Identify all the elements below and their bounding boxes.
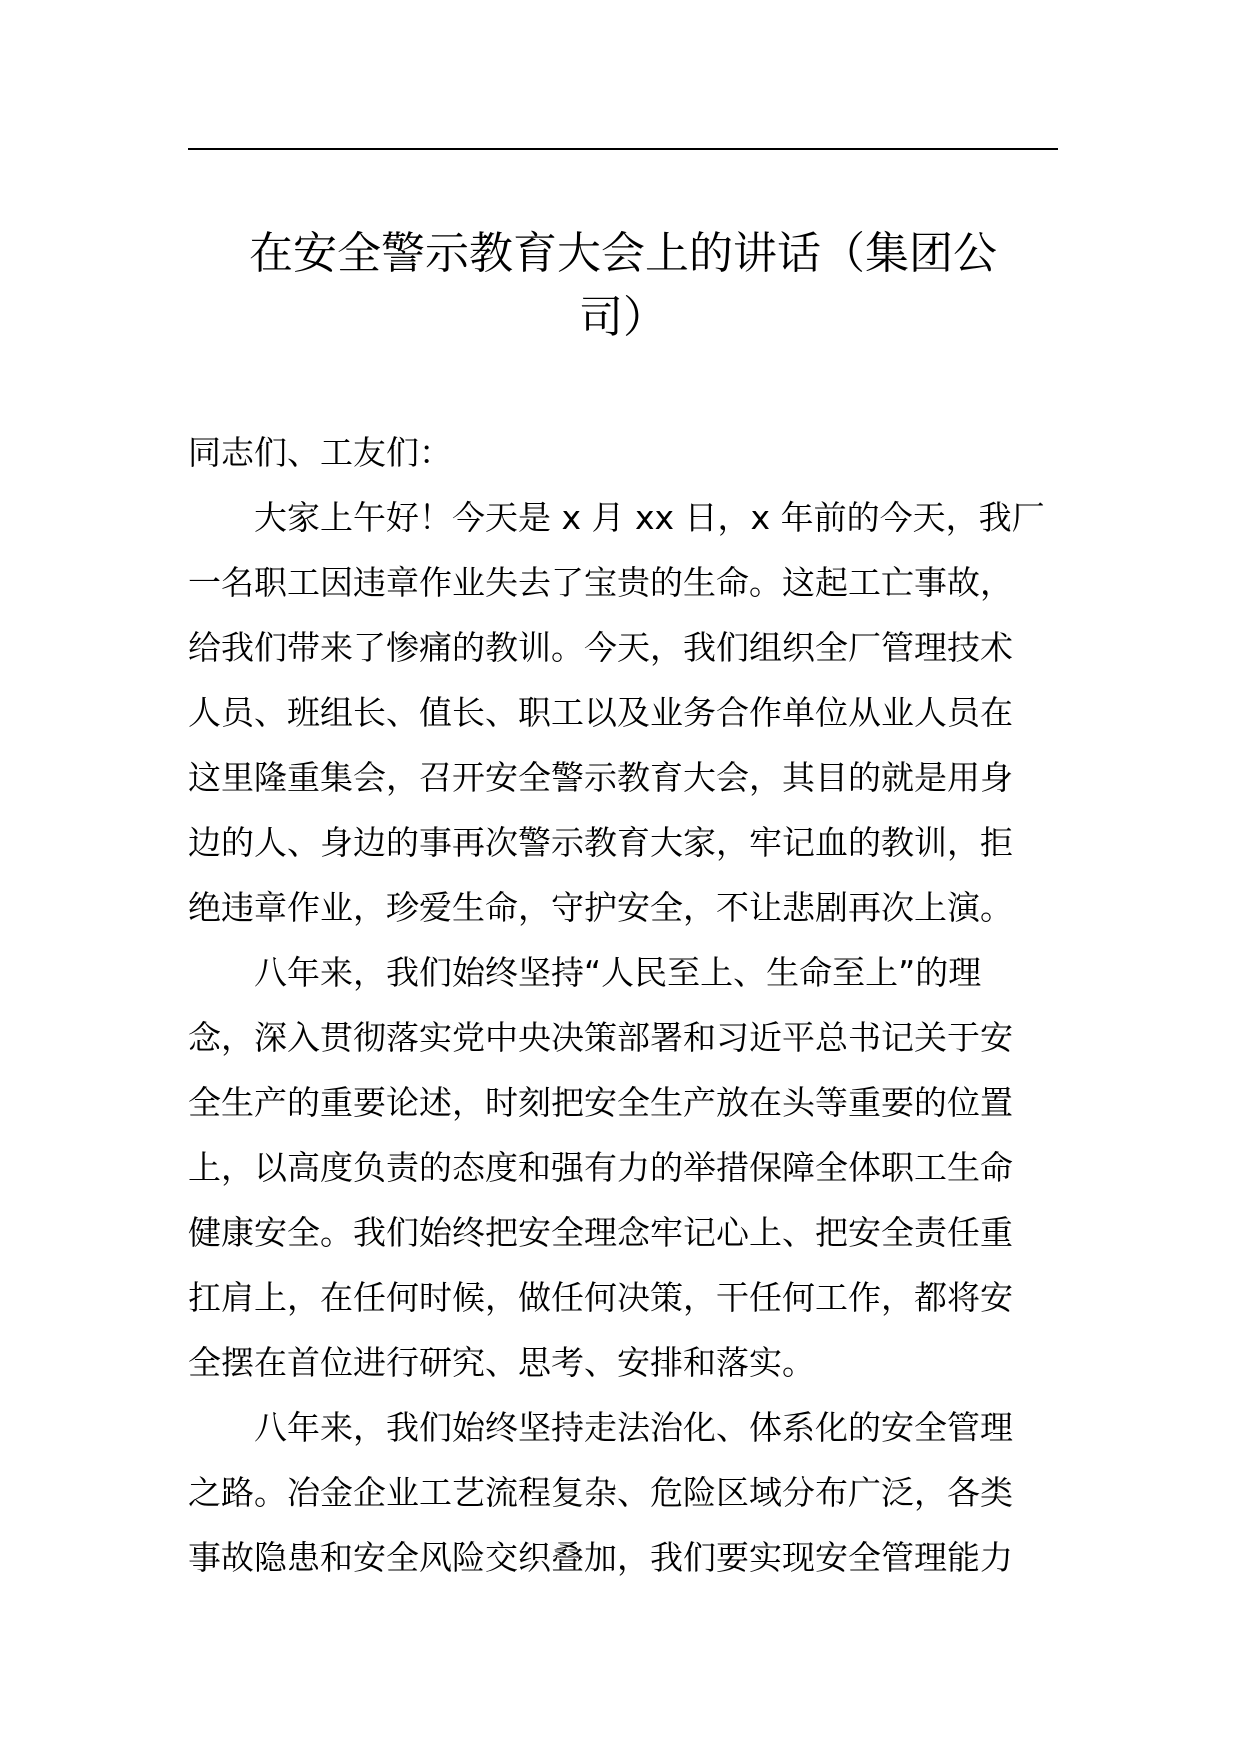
paragraph-line: 大家上午好！今天是 x 月 xx 日，x 年前的今天，我厂: [188, 498, 1045, 537]
paragraph-line: 八年来，我们始终坚持走法治化、体系化的安全管理: [188, 1408, 1013, 1447]
paragraph-line: 念，深入贯彻落实党中央决策部署和习近平总书记关于安: [188, 1018, 1013, 1057]
paragraph-line: 绝违章作业，珍爱生命，守护安全，不让悲剧再次上演。: [188, 888, 1013, 927]
paragraph-line: 全摆在首位进行研究、思考、安排和落实。: [188, 1343, 815, 1382]
document-body: [188, 420, 1056, 1590]
paragraph-line: 健康安全。我们始终把安全理念牢记心上、把安全责任重: [188, 1213, 1013, 1252]
paragraph-line: 扛肩上，在任何时候，做任何决策，干任何工作，都将安: [188, 1278, 1013, 1317]
title-line-1: 在安全警示教育大会上的讲话（集团公: [249, 228, 997, 279]
paragraph-1: [188, 485, 1056, 940]
paragraph-3: [188, 1395, 1056, 1590]
header-rule: [188, 148, 1058, 150]
paragraph-line: 边的人、身边的事再次警示教育大家，牢记血的教训，拒: [188, 823, 1013, 862]
paragraph-line: 之路。冶金企业工艺流程复杂、危险区域分布广泛，各类: [188, 1473, 1013, 1512]
paragraph-line: 这里隆重集会，召开安全警示教育大会，其目的就是用身: [188, 758, 1013, 797]
paragraph-line: 给我们带来了惨痛的教训。今天，我们组织全厂管理技术: [188, 628, 1013, 667]
paragraph-line: 上，以高度负责的态度和强有力的举措保障全体职工生命: [188, 1148, 1013, 1187]
paragraph-line: 事故隐患和安全风险交织叠加，我们要实现安全管理能力: [188, 1538, 1013, 1577]
title-line-2: 司）: [579, 292, 667, 343]
document-title: [188, 222, 1058, 350]
paragraph-line: 全生产的重要论述，时刻把安全生产放在头等重要的位置: [188, 1083, 1013, 1122]
salutation: 同志们、工友们：: [188, 433, 452, 472]
paragraph-2: [188, 940, 1056, 1395]
paragraph-line: 一名职工因违章作业失去了宝贵的生命。这起工亡事故，: [188, 563, 1013, 602]
paragraph-line: 人员、班组长、值长、职工以及业务合作单位从业人员在: [188, 693, 1013, 732]
paragraph-line: 八年来，我们始终坚持“人民至上、生命至上”的理: [188, 953, 982, 992]
